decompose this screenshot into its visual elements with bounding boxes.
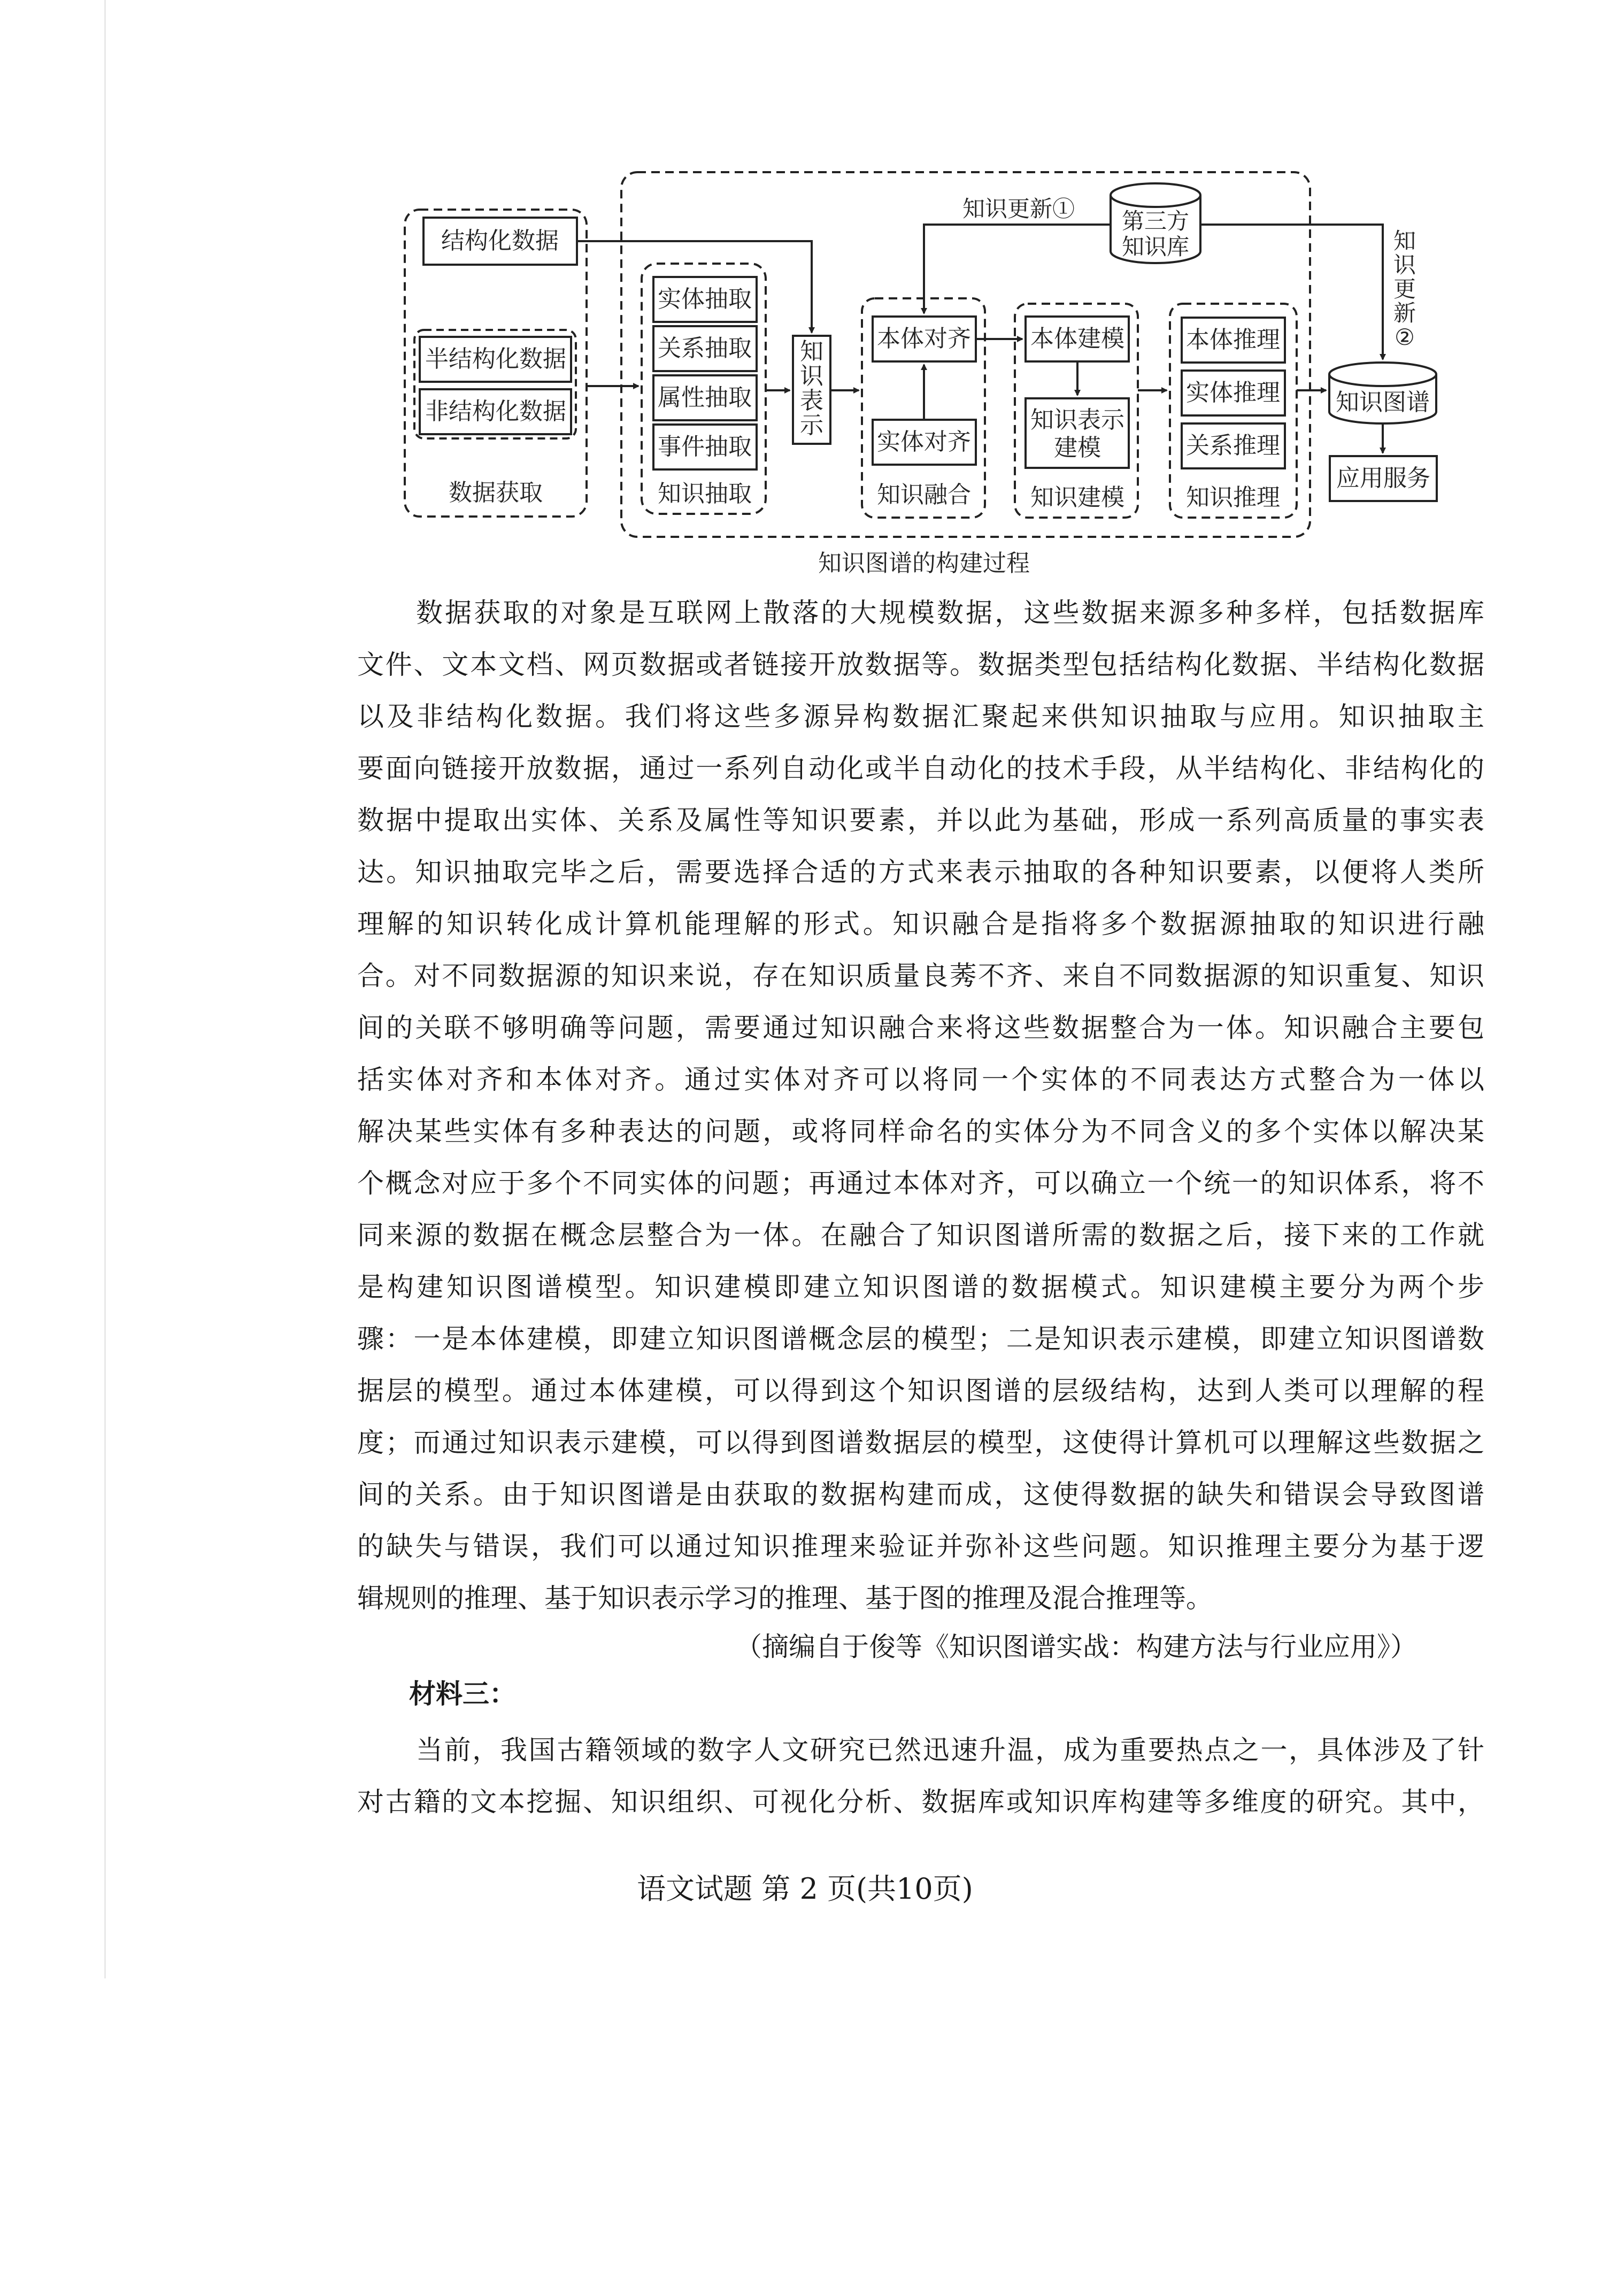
- representation-label: 知识表示: [800, 338, 823, 439]
- unstructured-data-label: 非结构化数据: [425, 398, 566, 425]
- body-line: 的缺失与错误，我们可以通过知识推理来验证并弥补这些问题。知识推理主要分为基于逻: [357, 1531, 1484, 1562]
- modeling-label: 知识建模: [1030, 484, 1124, 511]
- structured-data-label: 结构化数据: [441, 227, 559, 255]
- update2-label: 知识更新 ②: [1393, 228, 1416, 350]
- body-line: 合。对不同数据源的知识来说，存在知识质量良莠不齐、来自不同数据源的知识重复、知识: [357, 960, 1484, 991]
- body-line: 间的关系。由于知识图谱是由获取的数据构建而成，这使得数据的缺失和错误会导致图谱: [357, 1479, 1484, 1510]
- body-line: 理解的知识转化成计算机能理解的形式。知识融合是指将多个数据源抽取的知识进行融: [357, 908, 1484, 939]
- body-line: 数据获取的对象是互联网上散落的大规模数据，这些数据来源多种多样，包括数据库: [416, 597, 1484, 628]
- third-party-kb-cylinder: [1111, 183, 1200, 263]
- svg-text:知识图谱: 知识图谱: [1336, 389, 1430, 416]
- body-line: 辑规则的推理、基于知识表示学习的推理、基于图的推理及混合推理等。: [357, 1583, 1213, 1614]
- relation-reasoning-label: 关系推理: [1186, 432, 1280, 459]
- body-line: 以及非结构化数据。我们将这些多源异构数据汇聚起来供知识抽取与应用。知识抽取主: [357, 701, 1484, 732]
- entity-reasoning-label: 实体推理: [1186, 379, 1280, 406]
- reasoning-label: 知识推理: [1186, 484, 1280, 511]
- update1-label: 知识更新①: [962, 196, 1075, 222]
- reasoning-group: [1170, 304, 1297, 518]
- entity-extraction-label: 实体抽取: [658, 286, 752, 313]
- event-extraction-label: 事件抽取: [658, 433, 752, 460]
- application-service-label: 应用服务: [1336, 465, 1430, 492]
- modeling-group: [1015, 304, 1138, 518]
- body-line: 对古籍的文本挖掘、知识组织、可视化分析、数据库或知识库构建等多维度的研究。其中，: [357, 1786, 1484, 1817]
- body-line: 当前，我国古籍领域的数字人文研究已然迅速升温，成为重要热点之一，具体涉及了针: [416, 1735, 1484, 1766]
- body-line: 达。知识抽取完毕之后，需要选择合适的方式来表示抽取的各种知识要素，以便将人类所: [357, 857, 1484, 888]
- svg-text:第三方知识库: 第三方知识库: [1121, 208, 1190, 260]
- body-line: 解决某些实体有多种表达的问题，或将同样命名的实体分为不同含义的多个实体以解决某: [357, 1116, 1484, 1147]
- body-line: 是构建知识图谱模型。知识建模即建立知识图谱的数据模式。知识建模主要分为两个步: [357, 1272, 1484, 1303]
- body-line: 间的关联不够明确等问题，需要通过知识融合来将这些数据整合为一体。知识融合主要包: [357, 1012, 1484, 1043]
- page-footer: 语文试题 第 2 页(共10页): [637, 1872, 973, 1906]
- material-three-heading: 材料三：: [409, 1678, 516, 1709]
- knowledge-graph-construction-diagram: [0, 0, 1610, 588]
- relation-extraction-label: 关系抽取: [658, 335, 752, 362]
- body-paragraph: [357, 587, 1484, 1624]
- acquisition-label: 数据获取: [449, 479, 543, 506]
- body-line: 骤：一是本体建模，即建立知识图谱概念层的模型；二是知识表示建模，即建立知识图谱数: [357, 1323, 1484, 1354]
- acquisition-group: [405, 210, 587, 517]
- ontology-alignment-label: 本体对齐: [877, 325, 971, 352]
- knowledge-graph-cylinder: [1329, 363, 1436, 423]
- body-line: 括实体对齐和本体对齐。通过实体对齐可以将同一个实体的不同表达方式整合为一体以: [357, 1064, 1484, 1095]
- body-line: 个概念对应于多个不同实体的问题；再通过本体对齐，可以确立一个统一的知识体系，将不: [357, 1168, 1484, 1199]
- semi-structured-data-label: 半结构化数据: [425, 345, 566, 373]
- fusion-label: 知识融合: [877, 481, 971, 508]
- body-line: 度；而通过知识表示建模，可以得到图谱数据层的模型，这使得计算机可以理解这些数据之: [357, 1427, 1484, 1458]
- body-line: 数据中提取出实体、关系及属性等知识要素，并以此为基础，形成一系列高质量的事实表: [357, 805, 1484, 836]
- ontology-reasoning-label: 本体推理: [1186, 326, 1280, 353]
- ontology-modeling-label: 本体建模: [1030, 325, 1124, 352]
- entity-alignment-label: 实体对齐: [877, 428, 971, 456]
- extraction-label: 知识抽取: [658, 480, 752, 507]
- body-line: 文件、文本文档、网页数据或者链接开放数据等。数据类型包括结构化数据、半结构化数据: [357, 649, 1484, 680]
- attribute-extraction-label: 属性抽取: [658, 384, 752, 411]
- source-citation: （摘编自于俊等《知识图谱实战：构建方法与行业应用》）: [735, 1631, 1417, 1662]
- body-line: 同来源的数据在概念层整合为一体。在融合了知识图谱所需的数据之后，接下来的工作就: [357, 1220, 1484, 1251]
- material-three-paragraph: [357, 1724, 1484, 1828]
- extraction-group: [642, 264, 766, 514]
- diagram-caption: 知识图谱的构建过程: [818, 550, 1030, 577]
- body-line: 据层的模型。通过本体建模，可以得到这个知识图谱的层级结构，达到人类可以理解的程: [357, 1375, 1484, 1406]
- representation-modeling-label: 知识表示建模: [1030, 406, 1124, 461]
- body-line: 要面向链接开放数据，通过一系列自动化或半自动化的技术手段，从半结构化、非结构化的: [357, 753, 1484, 784]
